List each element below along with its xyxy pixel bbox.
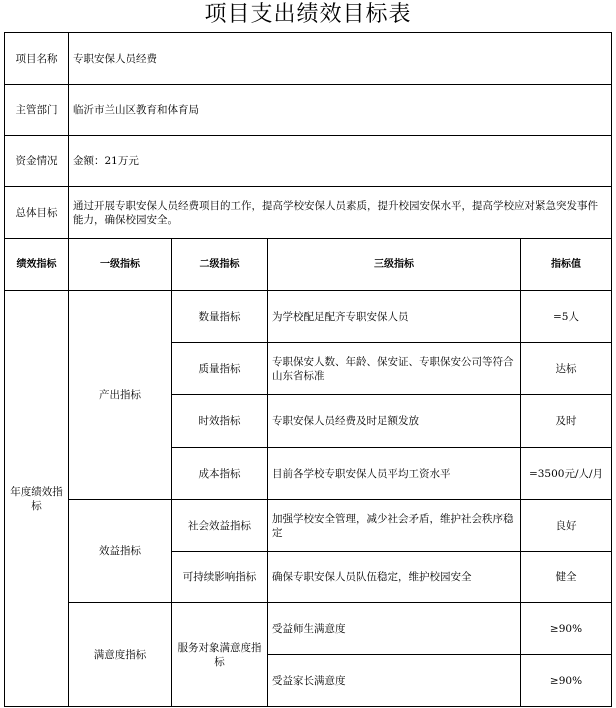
group-output-label: 产出指标: [69, 291, 172, 500]
funding-row: [5, 136, 612, 187]
level3-cell: 加强学校安全管理，减少社会矛盾，维护社会秩序稳定: [268, 500, 521, 552]
level2-cell: 服务对象满意度指标: [172, 603, 268, 707]
header-level2: 二级指标: [172, 239, 268, 291]
level2-cell: 成本指标: [172, 448, 268, 500]
level3-cell: 受益师生满意度: [268, 603, 521, 655]
table-row: [5, 603, 612, 655]
target-cell: 达标: [521, 343, 612, 395]
group-benefit-label: 效益指标: [69, 500, 172, 603]
page-title: 项目支出绩效目标表: [204, 2, 412, 27]
header-row: [5, 239, 612, 291]
overall-goal-value: 通过开展专职安保人员经费项目的工作，提高学校安保人员素质，提升校园安保水平，提高学校应对紧急突发事件能力，确保校园安全。: [69, 187, 612, 239]
header-level3: 三级指标: [268, 239, 521, 291]
level3-cell: 确保专职安保人员队伍稳定，维护校园安全: [268, 552, 521, 603]
department-value: 临沂市兰山区教育和体育局: [69, 85, 612, 136]
header-level1: 一级指标: [69, 239, 172, 291]
level2-cell: 时效指标: [172, 395, 268, 448]
target-cell: ≥90%: [521, 603, 612, 655]
performance-table: [4, 32, 612, 707]
target-cell: 健全: [521, 552, 612, 603]
overall-goal-label: 总体目标: [5, 187, 69, 239]
target-cell: ≥90%: [521, 655, 612, 707]
header-target: 指标值: [521, 239, 612, 291]
group-satisfaction-label: 满意度指标: [69, 603, 172, 707]
project-name-row: [5, 33, 612, 85]
target-cell: =3500元/人/月: [521, 448, 612, 500]
funding-value: 金额：21万元: [69, 136, 612, 187]
department-row: [5, 85, 612, 136]
table-row: [5, 500, 612, 552]
department-label: 主管部门: [5, 85, 69, 136]
level3-cell: 专职安保人员经费及时足额发放: [268, 395, 521, 448]
level3-cell: 专职保安人数、年龄、保安证、专职保安公司等符合山东省标准: [268, 343, 521, 395]
header-perf: 绩效指标: [5, 239, 69, 291]
target-cell: 及时: [521, 395, 612, 448]
project-name-value: 专职安保人员经费: [69, 33, 612, 85]
overall-goal-row: [5, 187, 612, 239]
annual-indicator-label: 年度绩效指标: [5, 291, 69, 707]
table-row: [5, 291, 612, 343]
level3-cell: 为学校配足配齐专职安保人员: [268, 291, 521, 343]
level3-cell: 目前各学校专职安保人员平均工资水平: [268, 448, 521, 500]
level2-cell: 可持续影响指标: [172, 552, 268, 603]
project-name-label: 项目名称: [5, 33, 69, 85]
level2-cell: 数量指标: [172, 291, 268, 343]
level2-cell: 质量指标: [172, 343, 268, 395]
level2-cell: 社会效益指标: [172, 500, 268, 552]
level3-cell: 受益家长满意度: [268, 655, 521, 707]
target-cell: 良好: [521, 500, 612, 552]
target-cell: =5人: [521, 291, 612, 343]
funding-label: 资金情况: [5, 136, 69, 187]
